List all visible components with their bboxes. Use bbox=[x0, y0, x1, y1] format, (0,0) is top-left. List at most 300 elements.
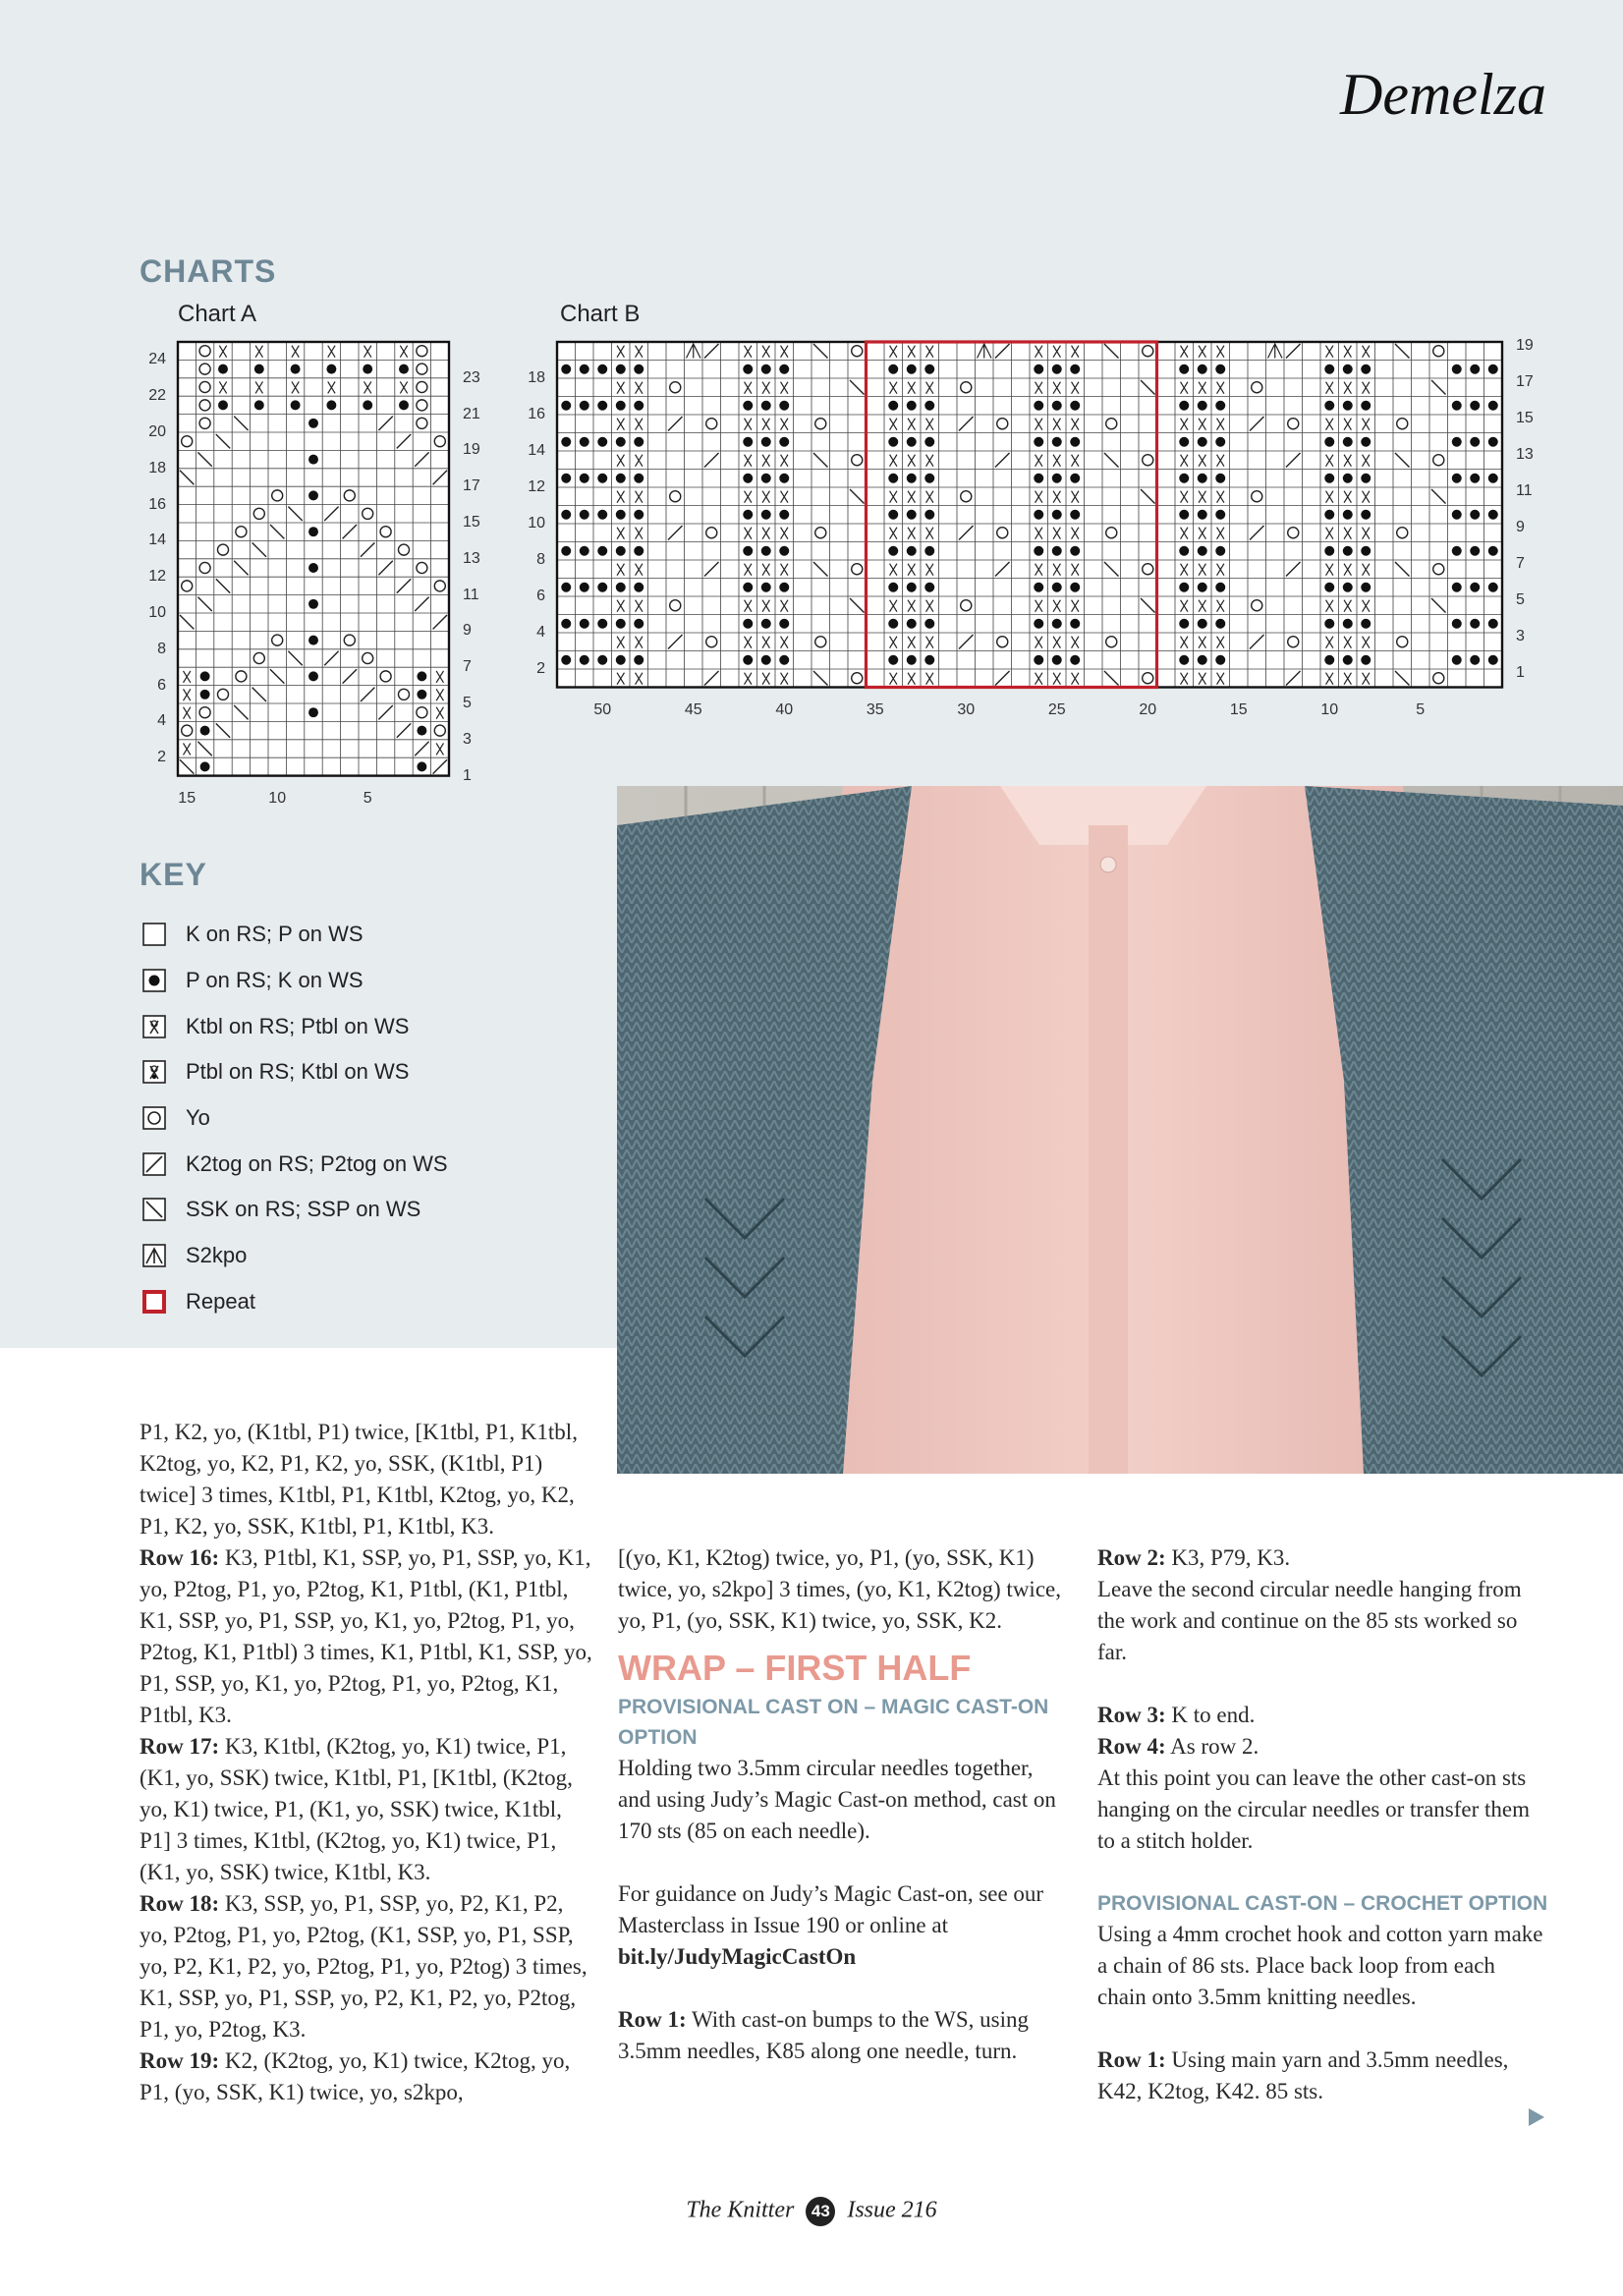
purl-dot bbox=[1070, 655, 1080, 665]
instruction-row bbox=[1097, 1700, 1549, 1731]
purl-dot bbox=[743, 655, 753, 665]
row-number: 11 bbox=[1516, 481, 1533, 499]
row-label: Row 4: bbox=[1097, 1734, 1166, 1759]
row-label: Row 16: bbox=[140, 1545, 220, 1570]
purl-dot bbox=[1452, 364, 1462, 374]
purl-dot bbox=[1034, 619, 1043, 629]
instruction-text: K3, K1tbl, (K2tog, yo, K1) twice, P1, (K1, yo, SSK) twice, K1tbl, P1, [K1tbl, (K2tog, yo, K1) twice, P1, (K1, yo, SSK) twice, K1tbl, P1] 3 times, K1tbl, (K2tog, yo, K1) twice, P1, (K1, yo, SSK) twice, K1tbl, K3. bbox=[140, 1734, 573, 1884]
purl-dot bbox=[1198, 510, 1207, 520]
row-number: 7 bbox=[463, 658, 472, 676]
purl-dot bbox=[1052, 510, 1062, 520]
stitch-number: 10 bbox=[268, 789, 287, 807]
key-label: P on RS; K on WS bbox=[186, 968, 364, 993]
row-number: 17 bbox=[463, 477, 480, 495]
purl-dot bbox=[1324, 619, 1334, 629]
purl-dot bbox=[1034, 510, 1043, 520]
purl-dot bbox=[1470, 401, 1480, 411]
stitch-number: 40 bbox=[775, 700, 794, 718]
stitch-number: 35 bbox=[866, 700, 884, 718]
purl-dot bbox=[924, 510, 934, 520]
purl-dot bbox=[597, 364, 607, 374]
purl-dot bbox=[1452, 474, 1462, 483]
purl-dot bbox=[743, 474, 753, 483]
row-number: 17 bbox=[1516, 372, 1534, 390]
purl-dot bbox=[616, 437, 626, 447]
purl-dot bbox=[561, 364, 571, 374]
row-number: 10 bbox=[528, 515, 545, 532]
row-number: 1 bbox=[463, 766, 472, 784]
purl-dot bbox=[1179, 401, 1189, 411]
purl-dot bbox=[779, 546, 789, 556]
purl-dot bbox=[924, 583, 934, 592]
purl-dot bbox=[634, 437, 644, 447]
repeat-box-icon bbox=[142, 1290, 166, 1314]
instruction-text: K3, SSP, yo, P1, SSP, yo, P2, K1, P2, yo, P2tog, P1, yo, P2tog, (K1, SSP, yo, P1, SSP, yo, P2, K1, P2, yo, P2tog, P1, yo, P2tog) 3 times, K1, SSP, yo, P1, SSP, yo, P2, K1, P2, yo, P2tog, P1, yo, P2tog, K3. bbox=[140, 1891, 588, 2042]
row-number: 16 bbox=[148, 495, 166, 513]
row-number: 13 bbox=[1516, 445, 1534, 463]
purl-dot bbox=[634, 474, 644, 483]
purl-dot bbox=[1361, 583, 1371, 592]
purl-dot bbox=[888, 619, 898, 629]
purl-dot bbox=[580, 546, 589, 556]
key-item bbox=[142, 1141, 448, 1187]
row-number: 15 bbox=[1516, 409, 1534, 426]
instruction-paragraph: Leave the second circular needle hanging from the work and continue on the 85 sts worked so far. bbox=[1097, 1577, 1522, 1664]
row-number: 3 bbox=[1516, 627, 1525, 644]
row-number: 20 bbox=[148, 423, 166, 440]
purl-dot bbox=[1034, 583, 1043, 592]
purl-dot bbox=[888, 474, 898, 483]
purl-dot bbox=[907, 583, 917, 592]
purl-dot bbox=[1470, 474, 1480, 483]
instruction-row bbox=[140, 1731, 593, 1888]
stitch-number: 5 bbox=[363, 789, 372, 807]
row-number: 4 bbox=[536, 624, 545, 641]
purl-dot bbox=[1198, 437, 1207, 447]
purl-dot bbox=[1361, 655, 1371, 665]
row-number: 7 bbox=[1516, 554, 1525, 572]
purl-dot bbox=[580, 583, 589, 592]
purl-dot bbox=[616, 401, 626, 411]
purl-dot bbox=[924, 655, 934, 665]
ptbl-icon bbox=[142, 1060, 166, 1084]
chart-b-grid bbox=[0, 0, 1623, 825]
purl-dot bbox=[888, 655, 898, 665]
purl-dot bbox=[1070, 437, 1080, 447]
row-number: 11 bbox=[463, 586, 479, 603]
purl-dot bbox=[1052, 364, 1062, 374]
key-item bbox=[142, 1233, 448, 1279]
instruction-paragraph bbox=[140, 1417, 593, 1542]
purl-dot bbox=[1215, 583, 1225, 592]
purl-dot bbox=[597, 546, 607, 556]
purl-dot bbox=[1343, 619, 1353, 629]
row-number: 5 bbox=[1516, 590, 1525, 608]
purl-dot bbox=[1452, 546, 1462, 556]
purl-dot bbox=[1215, 401, 1225, 411]
instructions-column-2 bbox=[618, 1542, 1070, 2067]
key-item bbox=[142, 912, 448, 958]
purl-dot bbox=[1070, 510, 1080, 520]
instruction-row bbox=[618, 2004, 1070, 2067]
purl-dot bbox=[1452, 619, 1462, 629]
purl-dot bbox=[580, 437, 589, 447]
purl-dot bbox=[761, 437, 771, 447]
purl-dot bbox=[1034, 655, 1043, 665]
purl-dot bbox=[1343, 437, 1353, 447]
purl-dot bbox=[1034, 401, 1043, 411]
row-label: Row 1: bbox=[1097, 2047, 1166, 2072]
purl-dot bbox=[1488, 474, 1498, 483]
purl-dot bbox=[1488, 546, 1498, 556]
purl-dot bbox=[580, 510, 589, 520]
instruction-row bbox=[140, 1888, 593, 2045]
purl-dot bbox=[1343, 655, 1353, 665]
purl-dot bbox=[924, 619, 934, 629]
purl-dot bbox=[561, 401, 571, 411]
purl-dot bbox=[743, 437, 753, 447]
purl-dot bbox=[1324, 364, 1334, 374]
row-number: 16 bbox=[528, 406, 545, 422]
row-number: 23 bbox=[463, 368, 480, 386]
purl-dot bbox=[907, 619, 917, 629]
purl-dot bbox=[1215, 546, 1225, 556]
stitch-number: 20 bbox=[1139, 700, 1157, 718]
purl-dot bbox=[597, 583, 607, 592]
purl-dot bbox=[597, 655, 607, 665]
purl-dot bbox=[1324, 401, 1334, 411]
purl-dot bbox=[1324, 583, 1334, 592]
purl-dot bbox=[1070, 474, 1080, 483]
purl-dot bbox=[779, 583, 789, 592]
purl-dot bbox=[1343, 401, 1353, 411]
purl-dot bbox=[1343, 510, 1353, 520]
purl-dot-icon bbox=[142, 969, 166, 992]
purl-dot bbox=[580, 401, 589, 411]
row-number: 18 bbox=[148, 459, 166, 476]
purl-dot bbox=[1198, 401, 1207, 411]
purl-dot bbox=[616, 583, 626, 592]
purl-dot bbox=[1470, 546, 1480, 556]
purl-dot bbox=[907, 546, 917, 556]
stitch-number: 25 bbox=[1047, 700, 1066, 718]
purl-dot bbox=[1488, 655, 1498, 665]
instructions-column-1 bbox=[140, 1417, 593, 2108]
key-label: K on RS; P on WS bbox=[186, 922, 364, 947]
instruction-text: K3, P1tbl, K1, SSP, yo, P1, SSP, yo, K1, yo, P2tog, P1, yo, P2tog, K1, P1tbl, (K1, P1tbl, K1, SSP, yo, P1, SSP, yo, K1, yo, P2tog, P1, yo, P2tog, K1, P1tbl) 3 times, K1, P1tbl, K1, SSP, yo, P1, SSP, yo, K1, yo, P2tog, P1, yo, P2tog, K1, P1tbl, K3. bbox=[140, 1545, 592, 1727]
purl-dot bbox=[779, 474, 789, 483]
model-photo bbox=[617, 786, 1623, 1474]
key-label: Ktbl on RS; Ptbl on WS bbox=[186, 1013, 410, 1038]
purl-dot bbox=[634, 546, 644, 556]
purl-dot bbox=[1470, 364, 1480, 374]
row-number: 24 bbox=[148, 351, 166, 368]
row-number: 9 bbox=[463, 622, 472, 640]
stitch-number: 50 bbox=[593, 700, 612, 718]
purl-dot bbox=[1488, 437, 1498, 447]
masterclass-link[interactable]: bit.ly/JudyMagicCastOn bbox=[618, 1944, 857, 1969]
purl-dot bbox=[761, 474, 771, 483]
ssk-icon bbox=[142, 1198, 166, 1221]
purl-dot bbox=[761, 546, 771, 556]
purl-dot bbox=[1070, 546, 1080, 556]
purl-dot bbox=[1452, 510, 1462, 520]
purl-dot bbox=[779, 401, 789, 411]
purl-dot bbox=[1215, 510, 1225, 520]
instruction-text: As row 2. bbox=[1165, 1734, 1259, 1759]
purl-dot bbox=[1452, 437, 1462, 447]
purl-dot bbox=[907, 437, 917, 447]
purl-dot bbox=[1179, 474, 1189, 483]
purl-dot bbox=[761, 655, 771, 665]
purl-dot bbox=[580, 364, 589, 374]
row-number: 8 bbox=[536, 551, 545, 568]
stitch-number: 30 bbox=[957, 700, 976, 718]
row-number: 2 bbox=[536, 660, 545, 677]
purl-dot bbox=[1052, 437, 1062, 447]
row-number: 12 bbox=[148, 568, 166, 586]
purl-dot bbox=[1198, 546, 1207, 556]
key-item bbox=[142, 1003, 448, 1049]
row-number: 13 bbox=[463, 549, 480, 567]
row-label: Row 3: bbox=[1097, 1703, 1166, 1727]
purl-dot bbox=[634, 401, 644, 411]
purl-dot bbox=[561, 583, 571, 592]
issue-number: Issue 216 bbox=[847, 2197, 937, 2223]
key-heading: KEY bbox=[140, 857, 207, 892]
purl-dot bbox=[580, 619, 589, 629]
row-number: 6 bbox=[536, 588, 545, 604]
purl-dot bbox=[907, 510, 917, 520]
purl-dot bbox=[1470, 655, 1480, 665]
purl-dot bbox=[888, 510, 898, 520]
page-footer bbox=[0, 2197, 1623, 2226]
row-number: 1 bbox=[1516, 663, 1525, 681]
purl-dot bbox=[1215, 437, 1225, 447]
purl-dot bbox=[924, 437, 934, 447]
purl-dot bbox=[1488, 619, 1498, 629]
purl-dot bbox=[761, 364, 771, 374]
purl-dot bbox=[597, 510, 607, 520]
purl-dot bbox=[1470, 437, 1480, 447]
row-number: 12 bbox=[528, 478, 545, 495]
instruction-text: Using main yarn and 3.5mm needles, K42, K2tog, K42. 85 sts. bbox=[1097, 2047, 1509, 2103]
purl-dot bbox=[634, 619, 644, 629]
purl-dot bbox=[1488, 401, 1498, 411]
purl-dot bbox=[779, 510, 789, 520]
stitch-number: 15 bbox=[178, 789, 196, 807]
purl-dot bbox=[616, 510, 626, 520]
purl-dot bbox=[888, 546, 898, 556]
charts-heading: CHARTS bbox=[140, 253, 277, 289]
purl-dot bbox=[1361, 474, 1371, 483]
purl-dot bbox=[1324, 510, 1334, 520]
stitch-number: 5 bbox=[1416, 700, 1426, 718]
row-number: 6 bbox=[157, 676, 166, 694]
instruction-text: K to end. bbox=[1165, 1703, 1256, 1727]
purl-dot bbox=[1215, 619, 1225, 629]
purl-dot bbox=[888, 437, 898, 447]
instruction-text: With cast-on bumps to the WS, using 3.5mm needles, K85 along one needle, turn. bbox=[618, 2007, 1029, 2063]
purl-dot bbox=[1179, 437, 1189, 447]
purl-dot bbox=[1070, 583, 1080, 592]
s2kpo-icon bbox=[142, 1244, 166, 1267]
purl-dot bbox=[761, 583, 771, 592]
purl-dot bbox=[597, 619, 607, 629]
stitch-number: 45 bbox=[684, 700, 702, 718]
purl-dot bbox=[1052, 655, 1062, 665]
purl-dot bbox=[743, 364, 753, 374]
key-label: S2kpo bbox=[186, 1243, 248, 1268]
purl-dot bbox=[1470, 510, 1480, 520]
instruction-row bbox=[1097, 2044, 1549, 2107]
purl-dot bbox=[1215, 364, 1225, 374]
purl-dot bbox=[1361, 401, 1371, 411]
key-label: SSK on RS; SSP on WS bbox=[186, 1197, 421, 1222]
knit-square-icon bbox=[142, 923, 166, 946]
purl-dot bbox=[597, 474, 607, 483]
purl-dot bbox=[1179, 655, 1189, 665]
key-item bbox=[142, 1279, 448, 1325]
instruction-row bbox=[1097, 1731, 1549, 1763]
purl-dot bbox=[924, 401, 934, 411]
row-number: 3 bbox=[463, 730, 472, 748]
instruction-text: P1, K2, yo, (K1tbl, P1) twice, [K1tbl, P1, K1tbl, K2tog, yo, K2, P1, K2, yo, SSK, (K1tbl, P1) twice] 3 times, K1tbl, P1, K1tbl, K2tog, yo, K2, P1, K2, yo, SSK, K1tbl, P1, K1tbl, K3. bbox=[140, 1420, 578, 1539]
key-label: Yo bbox=[186, 1105, 210, 1131]
row-number: 22 bbox=[148, 387, 166, 405]
purl-dot bbox=[1198, 364, 1207, 374]
purl-dot bbox=[1343, 364, 1353, 374]
purl-dot bbox=[1179, 510, 1189, 520]
instruction-paragraph: [(yo, K1, K2tog) twice, yo, P1, (yo, SSK, K1) twice, yo, s2kpo] 3 times, (yo, K1, K2tog) twice, yo, P1, (yo, SSK, K1) twice, yo, SSK, K2. bbox=[618, 1545, 1061, 1633]
purl-dot bbox=[907, 655, 917, 665]
purl-dot bbox=[779, 437, 789, 447]
ktbl-icon bbox=[142, 1015, 166, 1038]
purl-dot bbox=[761, 619, 771, 629]
key-label: Repeat bbox=[186, 1288, 255, 1314]
purl-dot bbox=[1070, 401, 1080, 411]
instruction-paragraph bbox=[618, 1878, 1070, 1973]
purl-dot bbox=[597, 437, 607, 447]
yarn-over-icon bbox=[142, 1106, 166, 1130]
page-number: 43 bbox=[806, 2197, 835, 2226]
purl-dot bbox=[1179, 364, 1189, 374]
row-number: 14 bbox=[148, 532, 166, 549]
purl-dot bbox=[1198, 474, 1207, 483]
key-item bbox=[142, 1095, 448, 1142]
key-label: Ptbl on RS; Ktbl on WS bbox=[186, 1059, 410, 1085]
purl-dot bbox=[907, 474, 917, 483]
key-item bbox=[142, 958, 448, 1004]
purl-dot bbox=[561, 546, 571, 556]
purl-dot bbox=[1215, 474, 1225, 483]
row-label: Row 1: bbox=[618, 2007, 687, 2032]
purl-dot bbox=[743, 510, 753, 520]
purl-dot bbox=[888, 401, 898, 411]
purl-dot bbox=[1470, 583, 1480, 592]
purl-dot bbox=[743, 619, 753, 629]
purl-dot bbox=[634, 655, 644, 665]
purl-dot bbox=[907, 401, 917, 411]
purl-dot bbox=[561, 474, 571, 483]
chart-a-label: Chart A bbox=[178, 301, 257, 327]
subheading: PROVISIONAL CAST-ON – CROCHET OPTION bbox=[1097, 1892, 1548, 1915]
pattern-title: Demelza bbox=[1340, 62, 1546, 127]
purl-dot bbox=[616, 474, 626, 483]
purl-dot bbox=[616, 619, 626, 629]
purl-dot bbox=[1361, 546, 1371, 556]
purl-dot bbox=[1052, 546, 1062, 556]
purl-dot bbox=[1052, 401, 1062, 411]
row-number: 14 bbox=[528, 442, 545, 459]
purl-dot bbox=[1198, 619, 1207, 629]
purl-dot bbox=[1034, 474, 1043, 483]
purl-dot bbox=[1198, 583, 1207, 592]
purl-dot bbox=[1052, 619, 1062, 629]
purl-dot bbox=[888, 583, 898, 592]
purl-dot bbox=[1198, 655, 1207, 665]
purl-dot bbox=[924, 474, 934, 483]
purl-dot bbox=[1324, 474, 1334, 483]
purl-dot bbox=[616, 364, 626, 374]
purl-dot bbox=[597, 401, 607, 411]
purl-dot bbox=[1488, 510, 1498, 520]
purl-dot bbox=[1324, 437, 1334, 447]
row-number: 19 bbox=[463, 441, 480, 459]
purl-dot bbox=[743, 546, 753, 556]
row-label: Row 2: bbox=[1097, 1545, 1166, 1570]
row-number: 5 bbox=[463, 695, 472, 711]
instruction-paragraph: At this point you can leave the other cast-on sts hanging on the circular needles or transfer them to a stitch holder. bbox=[1097, 1765, 1531, 1853]
section-title: WRAP – FIRST HALF bbox=[618, 1648, 972, 1688]
purl-dot bbox=[1034, 437, 1043, 447]
purl-dot bbox=[561, 619, 571, 629]
purl-dot bbox=[1343, 474, 1353, 483]
key-list bbox=[142, 912, 448, 1324]
purl-dot bbox=[743, 583, 753, 592]
purl-dot bbox=[743, 401, 753, 411]
row-number: 19 bbox=[1516, 336, 1534, 354]
purl-dot bbox=[616, 655, 626, 665]
purl-dot bbox=[1470, 619, 1480, 629]
instruction-text: K2, (K2tog, yo, K1) twice, K2tog, yo, P1, (yo, SSK, K1) twice, yo, s2kpo, bbox=[140, 2048, 571, 2104]
chart-b-stitches bbox=[557, 342, 1502, 688]
purl-dot bbox=[1070, 364, 1080, 374]
purl-dot bbox=[1034, 364, 1043, 374]
k2tog-icon bbox=[142, 1152, 166, 1176]
row-number: 18 bbox=[528, 369, 545, 386]
purl-dot bbox=[634, 364, 644, 374]
purl-dot bbox=[1488, 583, 1498, 592]
row-number: 15 bbox=[463, 514, 480, 531]
purl-dot bbox=[1070, 619, 1080, 629]
purl-dot bbox=[580, 655, 589, 665]
instruction-row bbox=[140, 2045, 593, 2108]
row-number: 10 bbox=[148, 604, 166, 621]
purl-dot bbox=[761, 401, 771, 411]
purl-dot bbox=[1452, 401, 1462, 411]
key-item bbox=[142, 1049, 448, 1095]
purl-dot bbox=[561, 510, 571, 520]
magazine-name: The Knitter bbox=[686, 2197, 795, 2223]
purl-dot bbox=[561, 437, 571, 447]
stitch-number: 10 bbox=[1320, 700, 1339, 718]
purl-dot bbox=[1034, 546, 1043, 556]
purl-dot bbox=[1179, 619, 1189, 629]
row-number: 4 bbox=[157, 712, 166, 730]
purl-dot bbox=[888, 364, 898, 374]
purl-dot bbox=[1052, 474, 1062, 483]
